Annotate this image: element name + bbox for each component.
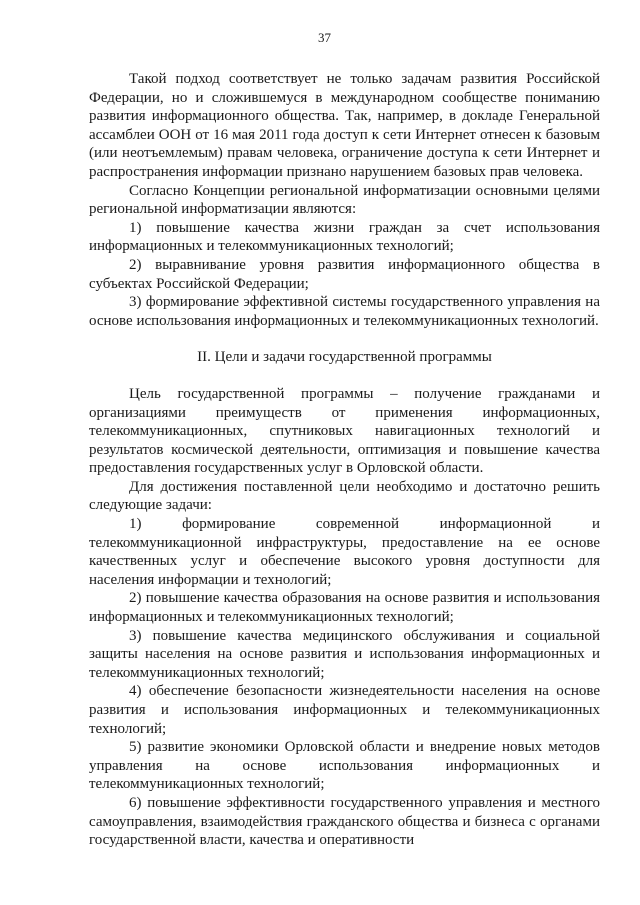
list-item: 3) формирование эффективной системы государственного управления на основе использования информационных и телекоммуникационных технологий. <box>89 294 600 329</box>
section-heading: II. Цели и задачи государственной программы <box>197 349 492 366</box>
list-item: 5) развитие экономики Орловской области и внедрение новых методов управления на основе использования информационных и телекоммуникационных технологий; <box>89 739 600 793</box>
document-body <box>89 70 600 850</box>
list-item: 2) повышение качества образования на основе развития и использования информационных и телекоммуникационных технологий; <box>89 590 600 626</box>
paragraph: Цель государственной программы – получение гражданами и организациями преимуществ от применения информационных, телекоммуникационных, спутниковых навигационных технологий и результатов космической деятельности, оптимизация и повышение качества предоставления государственных услуг в Орловской области. <box>89 385 600 477</box>
list-item: 1) повышение качества жизни граждан за счет использования информационных и телекоммуникационных технологий; <box>89 219 600 255</box>
list-item: 2) выравнивание уровня развития информационного общества в субъектах Российской Федерации; <box>89 256 600 292</box>
paragraph: Такой подход соответствует не только задачам развития Российской Федерации, но и сложившемуся в международном сообществе пониманию развития информационного общества. Так, например, в докладе Генеральной ассамблеи ООН от 16 мая 2011 года доступ к сети Интернет отнесен к базовым (или неотъемлемым) правам человека, ограничение доступа к сети Интернет и распространения информации признано нарушением базовых прав человека. <box>89 71 600 180</box>
list-item: 4) обеспечение безопасности жизнедеятельности населения на основе развития и использования информационных и телекоммуникационных технологий; <box>89 683 600 737</box>
page-number: 37 <box>318 30 331 45</box>
list-item: 3) повышение качества медицинского обслуживания и социальной защиты населения на основе развития и использования информационных и телекоммуникационных технологий; <box>89 627 600 681</box>
list-item: 1) формирование современной информационной и телекоммуникационной инфраструктуры, предоставление на ее основе качественных услуг и обеспечение высокого уровня доступности для населения информации и технологий; <box>89 516 600 588</box>
paragraph: Согласно Концепции региональной информатизации основными целями региональной информатизации являются: <box>89 182 600 218</box>
paragraph: Для достижения поставленной цели необходимо и достаточно решить следующие задачи: <box>89 478 600 514</box>
list-item: 6) повышение эффективности государственного управления и местного самоуправления, взаимодействия гражданского общества и бизнеса с органами государственной власти, качества и оперативности <box>89 794 600 849</box>
